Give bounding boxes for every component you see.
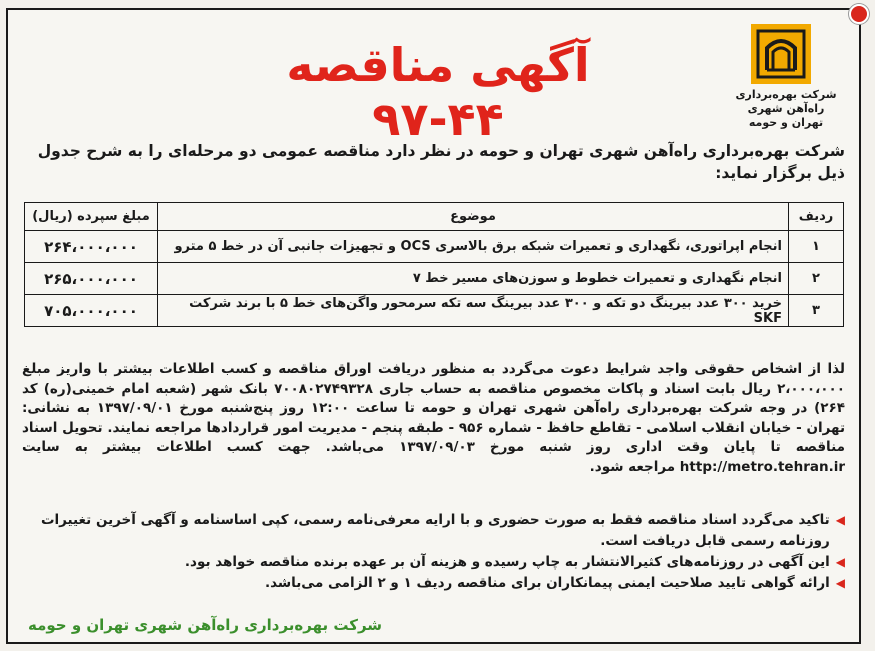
header-row-number: ردیف bbox=[789, 203, 844, 231]
list-item bbox=[26, 573, 845, 594]
note-text: ارائه گواهی تایید صلاحیت ایمنی پیمانکاران برای مناقصه ردیف ۱ و ۲ الزامی می‌باشد. bbox=[264, 575, 830, 591]
pin-icon bbox=[849, 4, 869, 24]
table-row bbox=[25, 231, 844, 263]
note-text: این آگهی در روزنامه‌های کثیرالانتشار به چاپ رسیده و هزینه آن بر عهده برنده مناقصه خواهد بود. bbox=[184, 554, 830, 570]
row-amount: ۲۶۴،۰۰۰،۰۰۰ bbox=[25, 231, 158, 263]
footer-company-name: شرکت بهره‌برداری راه‌آهن شهری تهران و حومه bbox=[28, 616, 383, 634]
table-header-row bbox=[25, 203, 844, 231]
row-number: ۲ bbox=[789, 263, 844, 295]
row-subject: خرید ۳۰۰ عدد بیرینگ دو تکه و ۳۰۰ عدد بیرینگ سه تکه سرمحور واگن‌های خط ۵ با برند شرکت SKF bbox=[158, 295, 789, 327]
logo-caption-line1: شرکت بهره‌برداری bbox=[735, 88, 837, 101]
triangle-bullet-icon: ◀ bbox=[835, 555, 845, 569]
logo-caption bbox=[731, 88, 841, 130]
triangle-bullet-icon: ◀ bbox=[835, 576, 845, 590]
row-subject: انجام نگهداری و تعمیرات خطوط و سوزن‌های مسیر خط ۷ bbox=[158, 263, 789, 295]
table-row bbox=[25, 295, 844, 327]
row-subject: انجام اپراتوری، نگهداری و تعمیرات شبکه برق بالاسری OCS و تجهیزات جانبی آن در خط ۵ مترو bbox=[158, 231, 789, 263]
row-amount: ۲۶۵،۰۰۰،۰۰۰ bbox=[25, 263, 158, 295]
row-number: ۱ bbox=[789, 231, 844, 263]
body-text: لذا از اشخاص حقوقی واجد شرایط دعوت می‌گردد به منظور دریافت اوراق مناقصه و کسب اطلاعات بیشتر با واریز مبلغ ۲،۰۰۰،۰۰۰ ریال بابت اسناد و پاکات مخصوص مناقصه به حساب جاری ۷۰۰۸۰۲۷۴۹۳۲۸ بانک شهر (شعبه امام خمینی(ره) کد ۲۶۴) در وجه شرکت بهره‌برداری راه‌آهن شهری تهران و حومه تا ساعت ۱۲:۰۰ روز پنج‌شنبه مورخ ۱۳۹۷/۰۹/۰۱ به نشانی: تهران - خیابان انقلاب اسلامی - تقاطع حافظ - شماره ۹۵۶ - طبقه پنجم - مدیریت امور قراردادها مراجعه نمایند. تحویل اسناد مناقصه تا پایان وقت اداری روز شنبه مورخ ۱۳۹۷/۰۹/۰۳ می‌باشد. جهت کسب اطلاعات بیشتر به سایت bbox=[22, 361, 846, 455]
body-paragraph bbox=[22, 360, 845, 477]
list-item bbox=[26, 510, 845, 552]
row-amount: ۷۰۵،۰۰۰،۰۰۰ bbox=[25, 295, 158, 327]
website-link[interactable]: http://metro.tehran.ir bbox=[679, 458, 845, 475]
header-subject: موضوع bbox=[158, 203, 789, 231]
table-row bbox=[25, 263, 844, 295]
body-after-url: مراجعه شود. bbox=[589, 458, 676, 475]
triangle-bullet-icon: ◀ bbox=[835, 513, 845, 527]
notice-title: آگهی مناقصه ۴۴-۹۷ bbox=[286, 38, 590, 146]
row-number: ۳ bbox=[789, 295, 844, 327]
note-text: تاکید می‌گردد اسناد مناقصه فقط به صورت حضوری و با ارایه معرفی‌نامه رسمی، کپی اساسنامه و آگهی آخرین تغییرات روزنامه رسمی قابل دریافت است. bbox=[40, 512, 830, 549]
logo-caption-line2: راه‌آهن شهری تهران و حومه bbox=[747, 102, 825, 129]
list-item bbox=[26, 552, 845, 573]
tender-table bbox=[24, 202, 844, 327]
header-amount: مبلغ سپرده (ریال) bbox=[25, 203, 158, 231]
metro-logo-icon bbox=[751, 24, 811, 84]
notes-list bbox=[26, 510, 845, 594]
intro-paragraph: شرکت بهره‌برداری راه‌آهن شهری تهران و حومه در نظر دارد مناقصه عمومی دو مرحله‌ای را به شرح جدول ذیل برگزار نماید: bbox=[37, 142, 845, 182]
tender-notice bbox=[6, 8, 861, 644]
